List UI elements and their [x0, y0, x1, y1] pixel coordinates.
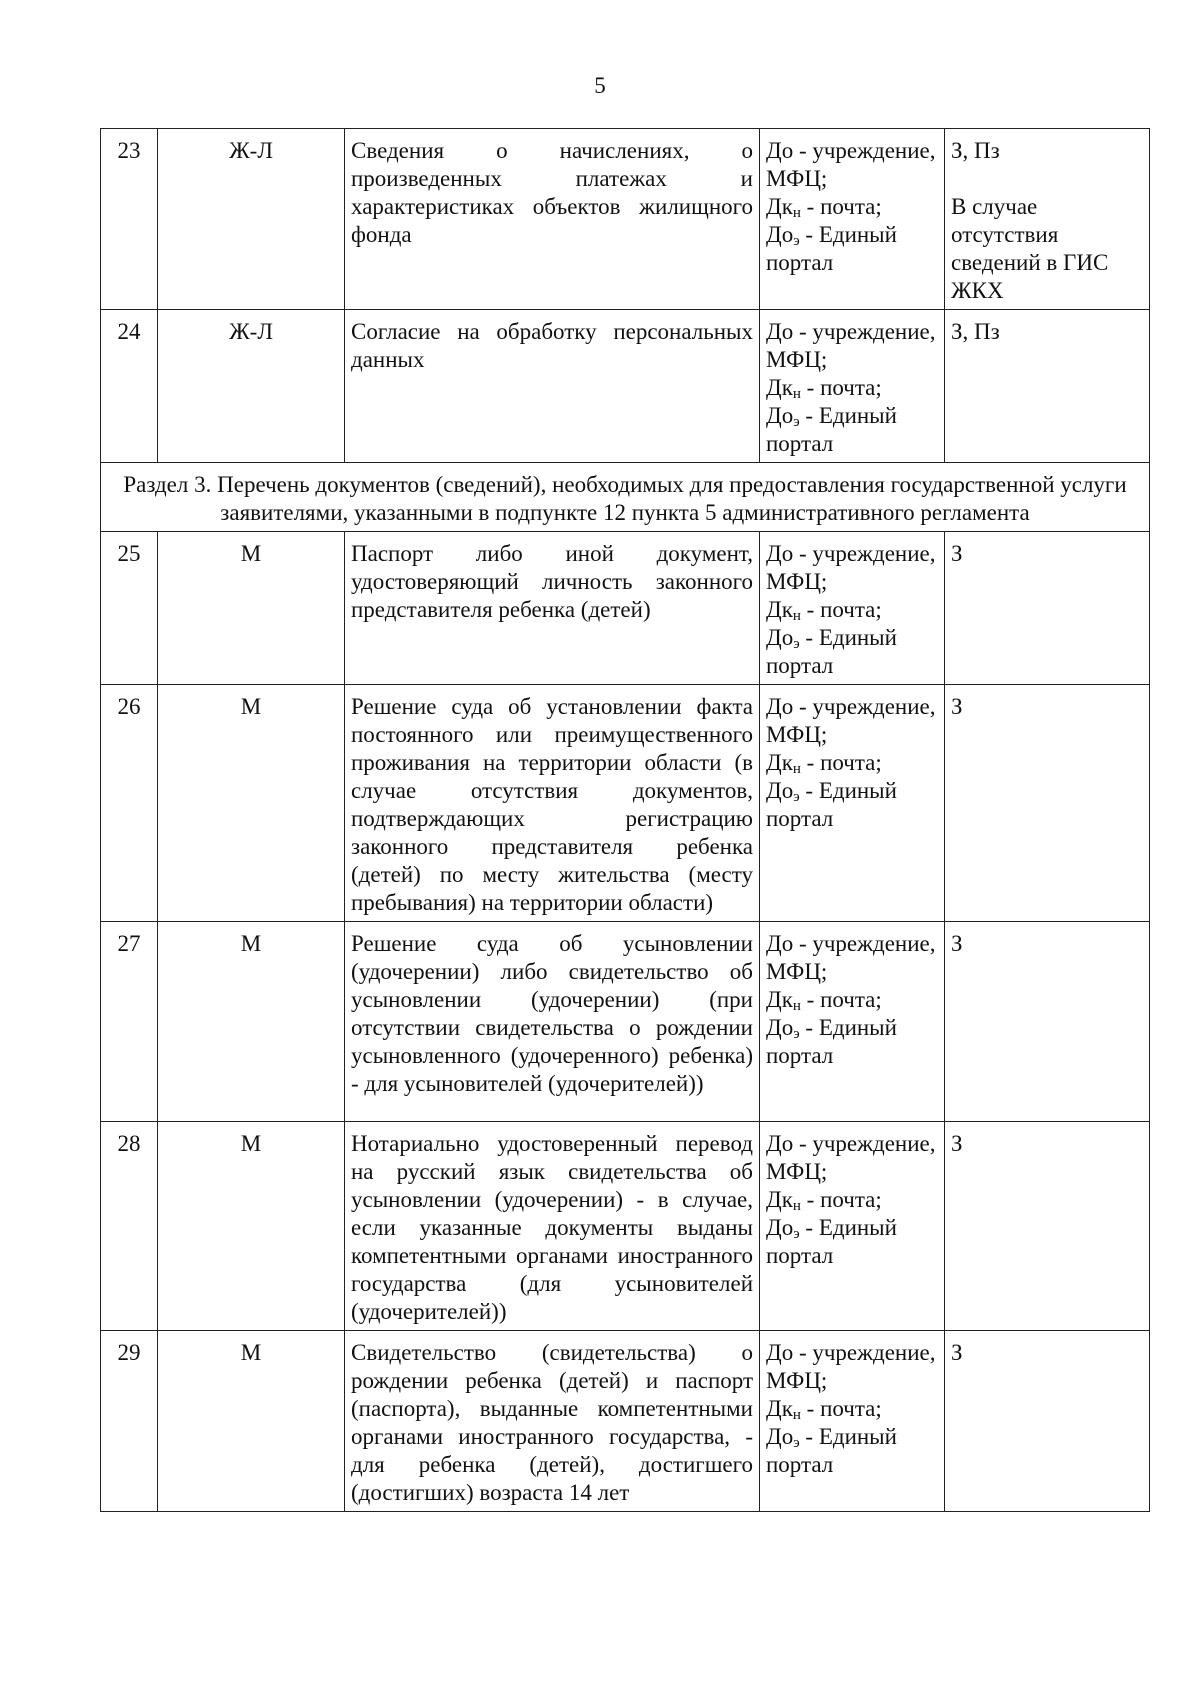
documents-table	[100, 128, 1150, 1512]
form-note: В случае отсутствия сведений в ГИС ЖКХ	[951, 194, 1109, 303]
method-line: МФЦ;	[766, 1159, 828, 1184]
row-number: 29	[101, 1331, 158, 1512]
method-line-portal: $До_э$ - Единый	[766, 222, 897, 249]
method-line-post: $Дк_н$ - почта;	[766, 1396, 882, 1423]
row-code: М	[158, 922, 345, 1122]
method-cell	[760, 1331, 945, 1512]
subscript: э	[793, 789, 800, 805]
row-code: М	[158, 1331, 345, 1512]
subscript: н	[792, 205, 801, 221]
method-line: портал	[766, 431, 834, 456]
method-line-portal: $До_э$ - Единый	[766, 403, 897, 430]
table-row	[101, 1331, 1150, 1512]
row-number: 23	[101, 129, 158, 310]
method-line-portal: $До_э$ - Единый	[766, 1015, 897, 1042]
form-value: З, Пз	[951, 319, 1000, 344]
subscript: н	[792, 998, 801, 1014]
method-line: МФЦ;	[766, 569, 828, 594]
subscript: э	[793, 1435, 800, 1451]
subscript: н	[792, 608, 801, 624]
row-code: Ж-Л	[158, 310, 345, 463]
document-name: Паспорт либо иной документ, удостоверяющий личность законного представителя ребенка (детей)	[345, 532, 760, 685]
method-cell	[760, 129, 945, 310]
form-value: З	[951, 931, 963, 956]
subscript: э	[793, 414, 800, 430]
method-line: До - учреждение,	[766, 138, 936, 163]
method-line: портал	[766, 1043, 834, 1068]
method-line: МФЦ;	[766, 1368, 828, 1393]
method-line: До - учреждение,	[766, 1340, 936, 1365]
method-line-post: $Дк_н$ - почта;	[766, 987, 882, 1014]
form-cell	[945, 310, 1150, 463]
method-line: МФЦ;	[766, 347, 828, 372]
method-line: портал	[766, 1243, 834, 1268]
method-cell	[760, 685, 945, 922]
document-name: Сведения о начислениях, о произведенных платежах и характеристиках объектов жилищного фонда	[345, 129, 760, 310]
method-line: До - учреждение,	[766, 319, 936, 344]
method-line: До - учреждение,	[766, 541, 936, 566]
table-row	[101, 922, 1150, 1122]
section-3-heading: Раздел 3. Перечень документов (сведений), необходимых для предоставления государственной услуги заявителями, указанными в подпункте 12 пункта 5 административного регламента	[101, 463, 1150, 532]
method-line: До - учреждение,	[766, 1131, 936, 1156]
subscript: э	[793, 636, 800, 652]
form-value: З	[951, 541, 963, 566]
table-row	[101, 532, 1150, 685]
row-number: 24	[101, 310, 158, 463]
row-code: Ж-Л	[158, 129, 345, 310]
method-line: До - учреждение,	[766, 931, 936, 956]
table-body-bottom	[101, 532, 1150, 1512]
subscript: н	[792, 761, 801, 777]
table-row	[101, 129, 1150, 310]
method-line-post: $Дк_н$ - почта;	[766, 1187, 882, 1214]
method-line: МФЦ;	[766, 959, 828, 984]
row-number: 25	[101, 532, 158, 685]
form-cell	[945, 129, 1150, 310]
section-row	[101, 463, 1150, 532]
method-line-portal: $До_э$ - Единый	[766, 625, 897, 652]
method-line: МФЦ;	[766, 166, 828, 191]
method-line-portal: $До_э$ - Единый	[766, 1424, 897, 1451]
subscript: н	[792, 1407, 801, 1423]
method-line-portal: $До_э$ - Единый	[766, 778, 897, 805]
method-line-post: $Дк_н$ - почта;	[766, 750, 882, 777]
method-line: До - учреждение,	[766, 694, 936, 719]
subscript: э	[793, 1226, 800, 1242]
subscript: н	[792, 1198, 801, 1214]
form-cell	[945, 1331, 1150, 1512]
table-body-top	[101, 129, 1150, 463]
row-code: М	[158, 532, 345, 685]
form-value: З	[951, 1131, 963, 1156]
method-line: портал	[766, 653, 834, 678]
method-line: портал	[766, 1452, 834, 1477]
subscript: н	[792, 386, 801, 402]
method-cell	[760, 922, 945, 1122]
document-name: Согласие на обработку персональных данных	[345, 310, 760, 463]
table-row	[101, 685, 1150, 922]
form-value: З	[951, 1340, 963, 1365]
method-cell	[760, 532, 945, 685]
form-cell	[945, 1122, 1150, 1331]
subscript: э	[793, 1026, 800, 1042]
method-cell	[760, 310, 945, 463]
method-line-post: $Дк_н$ - почта;	[766, 375, 882, 402]
table-section	[101, 463, 1150, 532]
row-number: 27	[101, 922, 158, 1122]
method-line-post: $Дк_н$ - почта;	[766, 194, 882, 221]
row-code: М	[158, 685, 345, 922]
document-name: Решение суда об усыновлении (удочерении) либо свидетельство об усыновлении (удочерении) (при отсутствии свидетельства о рождении усыновленного (удочеренного) ребенка) - для усыновителей (удочерителей))	[345, 922, 760, 1122]
row-number: 26	[101, 685, 158, 922]
form-cell	[945, 532, 1150, 685]
document-name: Решение суда об установлении факта постоянного или преимущественного проживания на территории области (в случае отсутствия документов, подтверждающих регистрацию законного представителя ребенка (детей) по месту жительства (месту пребывания) на территории области)	[345, 685, 760, 922]
row-code: М	[158, 1122, 345, 1331]
method-line-post: $Дк_н$ - почта;	[766, 597, 882, 624]
method-line: портал	[766, 250, 834, 275]
method-line: портал	[766, 806, 834, 831]
table-row	[101, 310, 1150, 463]
page-number: 5	[594, 73, 606, 98]
form-value: З, Пз	[951, 138, 1000, 163]
document-name: Нотариально удостоверенный перевод на русский язык свидетельства об усыновлении (удочерении) - в случае, если указанные документы выданы компетентными органами иностранного государства (для усыновителей (удочерителей))	[345, 1122, 760, 1331]
method-line: МФЦ;	[766, 722, 828, 747]
form-cell	[945, 685, 1150, 922]
method-line-portal: $До_э$ - Единый	[766, 1215, 897, 1242]
form-cell	[945, 922, 1150, 1122]
row-number: 28	[101, 1122, 158, 1331]
subscript: э	[793, 233, 800, 249]
table-row	[101, 1122, 1150, 1331]
document-name: Свидетельство (свидетельства) о рождении ребенка (детей) и паспорт (паспорта), выданные компетентными органами иностранного государства, - для ребенка (детей), достигшего (достигших) возраста 14 лет	[345, 1331, 760, 1512]
form-value: З	[951, 694, 963, 719]
method-cell	[760, 1122, 945, 1331]
